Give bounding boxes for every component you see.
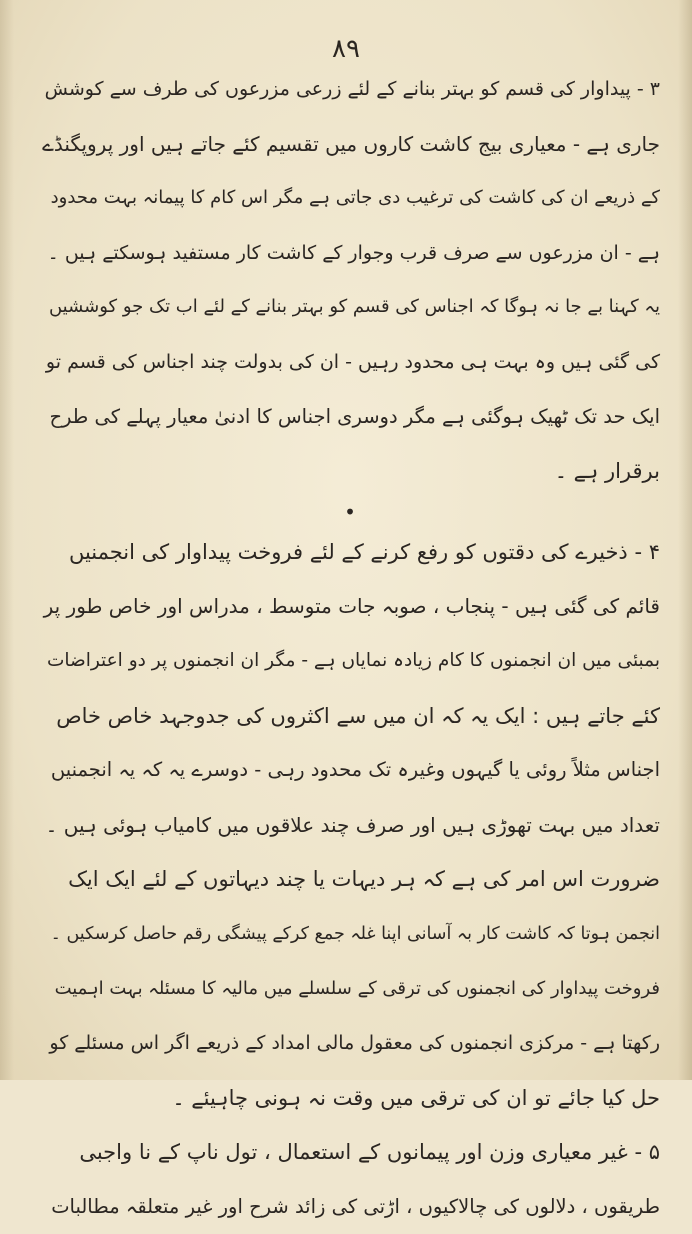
text-line-14: تعداد میں بہت تھوڑی ہیں اور صرف چند علاقوں میں کامیاب ہوئی ہیں ۔ bbox=[45, 812, 660, 837]
text-line-18: رکھتا ہے - مرکزی انجمنوں کی معقول مالی امداد کے ذریعے اگر اس مسئلے کو bbox=[49, 1032, 660, 1055]
text-line-3: کے ذریعے ان کی کاشت کی ترغیب دی جاتی ہے مگر اس کام کا پیمانہ بہت محدود bbox=[50, 187, 660, 209]
text-line-12: کئے جاتے ہیں : ایک یہ کہ ان میں سے اکثروں کی جدوجہد خاص خاص bbox=[56, 703, 660, 728]
text-line-11: بمبئی میں ان انجمنوں کا کام زیادہ نمایاں ہے - مگر ان انجمنوں پر دو اعتراضات bbox=[46, 649, 660, 671]
text-line-1: ۳ - پیداوار کی قسم کو بہتر بنانے کے لئے زرعی مزرعوں کی طرف سے کوشش bbox=[44, 78, 660, 100]
section-dot: • bbox=[344, 499, 356, 524]
text-line-20: ۵ - غیر معیاری وزن اور پیمانوں کے استعمال ، تول ناپ کے نا واجبی bbox=[79, 1140, 660, 1165]
text-line-17: فروخت پیداوار کی انجمنوں کی ترقی کے سلسلے میں مالیہ کا مسئلہ بہت اہمیت bbox=[54, 977, 660, 999]
text-line-6: کی گئی ہیں وہ بہت ہی محدود رہیں - ان کی بدولت چند اجناس کی قسم تو bbox=[45, 350, 660, 373]
text-line-19: حل کیا جائے تو ان کی ترقی میں وقت نہ ہونی چاہیئے ۔ bbox=[172, 1085, 660, 1110]
page-edge-left bbox=[0, 0, 14, 1080]
text-line-13: اجناس مثلاً روئی یا گیہوں وغیرہ تک محدود رہی - دوسرے یہ کہ یہ انجمنیں bbox=[50, 758, 660, 782]
text-line-10: قائم کی گئی ہیں - پنجاب ، صوبہ جات متوسط ، مدراس اور خاص طور پر bbox=[43, 594, 660, 619]
text-line-2: جاری ہے - معیاری بیج کاشت کاروں میں تقسیم کئے جاتے ہیں اور پروپگنڈے bbox=[42, 131, 660, 156]
text-line-7: ایک حد تک ٹھیک ہوگئی ہے مگر دوسری اجناس کا ادنیٰ معیار پہلے کی طرح bbox=[49, 404, 660, 428]
text-line-15: ضرورت اس امر کی ہے کہ ہر دیہات یا چند دیہاتوں کے لئے ایک ایک bbox=[68, 867, 660, 892]
text-line-16: انجمن ہوتا کہ کاشت کار بہ آسانی اپنا غلہ جمع کرکے پیشگی رقم حاصل کرسکیں ۔ bbox=[50, 923, 660, 944]
page-edge-right bbox=[678, 0, 692, 1080]
page-number: ۸۹ bbox=[332, 34, 360, 64]
text-line-9: ۴ - ذخیرے کی دقتوں کو رفع کرنے کے لئے فروخت پیداوار کی انجمنیں bbox=[68, 539, 660, 564]
text-line-4: ہے - ان مزرعوں سے صرف قرب وجوار کے کاشت کار مستفید ہوسکتے ہیں ۔ bbox=[47, 241, 660, 264]
text-line-8: برقرار ہے ۔ bbox=[554, 459, 660, 484]
page-body-text bbox=[40, 62, 660, 1234]
text-line-21: طریقوں ، دلالوں کی چالاکیوں ، اڑتی کی زائد شرح اور غیر متعلقہ مطالبات bbox=[51, 1194, 660, 1218]
text-line-5: یہ کہنا بے جا نہ ہوگا کہ اجناس کی قسم کو بہتر بنانے کے لئے اب تک جو کوششیں bbox=[48, 296, 660, 318]
